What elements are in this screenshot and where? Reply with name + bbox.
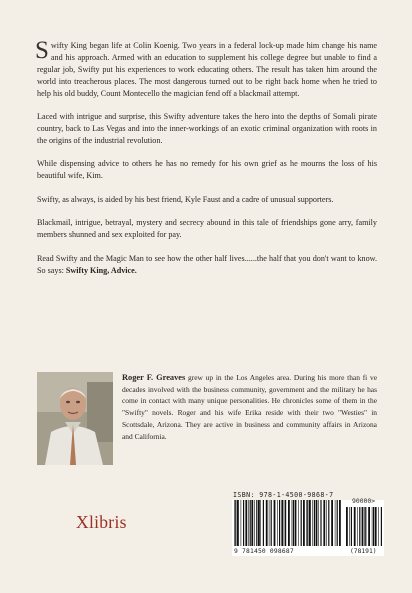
barcode-bar (364, 507, 365, 546)
barcode-bar (328, 500, 329, 546)
barcode-bar (293, 500, 294, 546)
barcode-bar (339, 500, 341, 546)
barcode-bar (260, 500, 261, 546)
barcode-bar (295, 500, 297, 546)
barcode-bar (365, 507, 366, 546)
author-name: Roger F. Greaves (122, 373, 186, 382)
barcode-bar (266, 500, 268, 546)
blurb-paragraph-4: Swifty, as always, is aided by his best friend, Kyle Faust and a cadre of unusual supporters. (37, 194, 334, 204)
barcode-bar (254, 500, 255, 546)
barcode-bar (292, 500, 293, 546)
barcode-bar (323, 500, 325, 546)
barcode-bar (277, 500, 278, 546)
blurb-paragraph-6 (37, 253, 377, 277)
barcode-bar (309, 500, 311, 546)
barcode-bar (279, 500, 280, 546)
barcode-bar (303, 500, 305, 546)
author-bio (122, 372, 377, 442)
barcode-bar (381, 507, 382, 546)
barcode-bar (337, 500, 338, 546)
barcode-bar (256, 500, 257, 546)
publisher-logo: Xlibris (76, 512, 127, 532)
barcode-bar (335, 500, 336, 546)
barcode-digits: 9 781450 098687 (234, 548, 294, 555)
blurb-paragraph-1-text: wifty King began life at Colin Koenig. Two years in a federal lock-up made him change his name and his approach. Armed with an education to supplement his college degree but unable to find a regular job, Swifty put his experiences to work educating others. The result has taken him around the world into treacherous places. The most dangerous turned out to be right back home when he tried to help his old buddy, Count Montecello the magician fend off a blackmail attempt. (37, 41, 377, 98)
barcode-bar (316, 500, 318, 546)
barcode-bar (248, 500, 249, 546)
barcode-bar (274, 500, 276, 546)
blurb-signoff: Swifty King, Advice. (65, 265, 137, 275)
isbn-label: ISBN: 978-1-4500-9868-7 (233, 491, 334, 499)
barcode-bar (281, 500, 283, 546)
barcode-bar (258, 500, 260, 546)
barcode-bar (362, 507, 364, 546)
barcode-bar (235, 500, 236, 546)
barcode-bar (307, 500, 308, 546)
barcode-bar (263, 500, 264, 546)
barcode-bar (312, 500, 313, 546)
barcode-bar (250, 500, 251, 546)
barcode-bar (298, 500, 299, 546)
barcode-bar (306, 500, 307, 546)
blurb-paragraph-5: Blackmail, intrigue, betrayal, mystery and secrecy abound in this tale of friendships gone arry, family members shunned and sex exploited for pay. (37, 218, 377, 240)
barcode-bar (243, 500, 244, 546)
barcode-bar (288, 500, 290, 546)
barcode-bar (251, 500, 253, 546)
blurb-paragraph-1 (35, 37, 377, 100)
barcode-bar (284, 500, 285, 546)
barcode-bar (320, 500, 321, 546)
barcode-bar (234, 500, 235, 546)
barcode-bar (301, 500, 302, 546)
barcode-bar (314, 500, 315, 546)
barcode-bar (271, 500, 272, 546)
author-portrait-image (37, 372, 113, 465)
barcode-bar (354, 507, 356, 546)
ean13-barcode (232, 500, 342, 546)
barcode-bar (373, 507, 374, 546)
drop-cap: S (35, 37, 49, 64)
barcode-bar (357, 507, 358, 546)
author-bio-text: grew up in the Los Angeles area. During his more than fi ve decades involved with the business community, government and the military he has come in contact with many unique personalities. He chronicles some of them in the "Swifty" novels. Roger and his wife Erika reside with their two "Westies" in Scottsdale, Arizona. They are active in business and community affairs in Arizona and California. (122, 373, 378, 441)
barcode-bar (237, 500, 239, 546)
blurb-paragraph-2: Laced with intrigue and surprise, this Swifty adventure takes the hero into the depths of Somali pirate country, back to Las Vegas and into the inner-workings of an exotic criminal organization with roots in the origins of the industrial revolution. (37, 112, 377, 145)
barcode-bar (359, 507, 360, 546)
barcode-bar (269, 500, 270, 546)
barcode-bar (368, 507, 370, 546)
addon-number: 90000> (352, 497, 376, 505)
barcode-bar (318, 500, 319, 546)
barcode-bar (346, 507, 348, 546)
barcode-bar (375, 507, 377, 546)
barcode-bar (349, 507, 350, 546)
price-digits: (78191) (350, 548, 377, 555)
price-addon-barcode (344, 507, 384, 546)
barcode-bar (372, 507, 373, 546)
blurb-text (35, 37, 377, 288)
barcode-bar (241, 500, 242, 546)
barcode-bar (331, 500, 333, 546)
barcode-bar (378, 507, 379, 546)
barcode-bar (245, 500, 247, 546)
blurb-paragraph-3: While dispensing advice to others he has no remedy for his own grief as he mourns the loss of his beautiful wife, Kim. (37, 159, 377, 181)
author-photo (37, 372, 113, 465)
blurb-paragraph-6-text: Read Swifty and the Magic Man to see how the other half lives......the half that you don't want to know. So says: (37, 253, 377, 275)
barcode-bar (326, 500, 327, 546)
barcode-bar (351, 507, 352, 546)
barcode-bar (285, 500, 286, 546)
